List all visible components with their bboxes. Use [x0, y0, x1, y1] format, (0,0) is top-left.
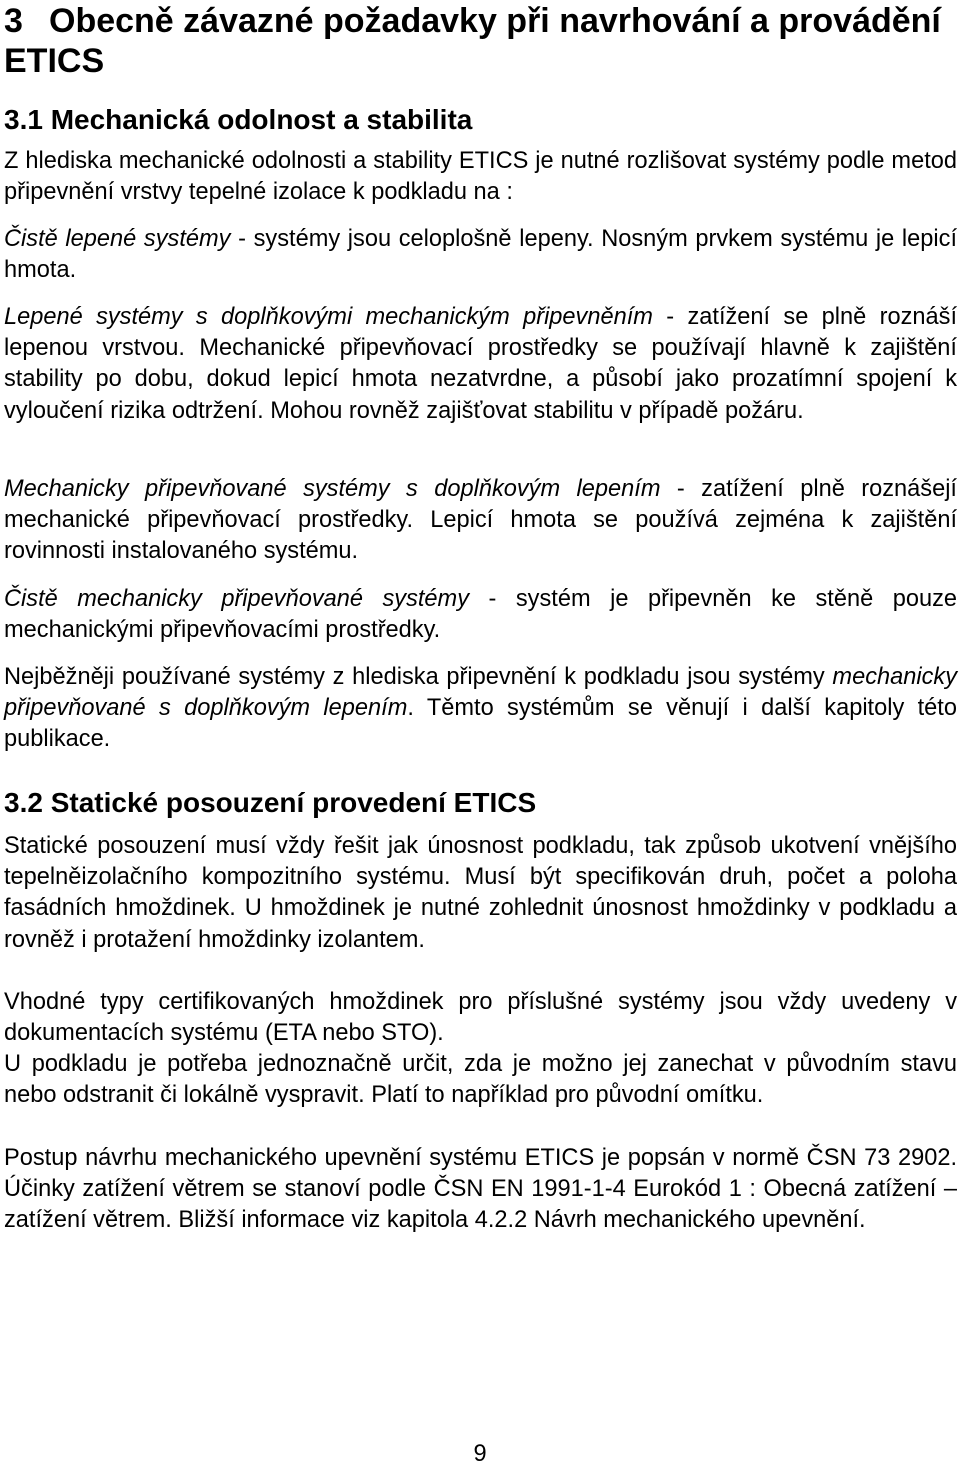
term: Čistě mechanicky připevňované systémy — [4, 586, 470, 612]
chapter-number: 3 — [4, 2, 23, 40]
chapter-title: Obecně závazné požadavky při navrhování a provádění ETICS — [4, 2, 941, 80]
certified-anchors-paragraph: Vhodné typy certifikovaných hmoždinek pro příslušné systémy jsou vždy uvedeny v dokumentacích systému (ETA nebo STO). — [4, 989, 957, 1047]
system-type-glued-with-anchors — [4, 302, 957, 427]
page-number: 9 — [473, 1441, 487, 1467]
term: Mechanicky připevňované systémy s doplňkovým lepením — [4, 476, 661, 502]
section-3-2-heading: 3.2 Statické posouzení provedení ETICS — [4, 787, 537, 818]
most-common-systems-paragraph: Nejběžněji používané systémy z hlediska připevnění k podkladu jsou systémy mechanicky připevňované s doplňkovým lepením. Těmto systémům se věnují i další kapitoly této publikace. — [4, 664, 957, 753]
section-3-1-heading: 3.1 Mechanická odolnost a stabilita — [4, 104, 473, 135]
section-3-1-intro: Z hlediska mechanické odolnosti a stability ETICS je nutné rozlišovat systémy podle metod připevnění vrstvy tepelné izolace k podkladu na : — [4, 148, 957, 206]
system-type-purely-anchored — [4, 584, 957, 646]
term: mechanicky připevňované s doplňkovým lepením — [4, 664, 957, 722]
system-type-purely-glued — [4, 224, 957, 286]
design-procedure-paragraph: Postup návrhu mechanického upevnění systému ETICS je popsán v normě ČSN 73 2902. Účinky zatížení větrem se stanoví podle ČSN EN 1991-1-4 Eurokód 1 : Obecná zatížení – zatížení větrem. Bližší informace viz kapitola 4.2.2 Návrh mechanického upevnění. — [4, 1145, 957, 1234]
term: Čistě lepené systémy — [4, 226, 231, 252]
chapter-heading — [4, 1, 957, 81]
term: Lepené systémy s doplňkovými mechanickým připevněním — [4, 304, 653, 330]
description: - systémy jsou celoplošně lepeny. Nosným prvkem systému je lepicí hmota. — [4, 226, 958, 284]
description: - zatížení se plně roznáší lepenou vrstvou. Mechanické připevňovací prostředky se používají hlavně k zajištění stability po dobu, dokud lepicí hmota nezatvrdne, a působí jako prozatímní spojení k vyloučení rizika odtržení. Mohou rovněž zajišťovat stabilitu v případě požáru. — [4, 304, 957, 424]
description: - systém je připevněn ke stěně pouze mechanickými připevňovacími prostředky. — [4, 586, 957, 644]
substrate-paragraph: U podkladu je potřeba jednoznačně určit, zda je možno jej zanechat v původním stavu nebo odstranit či lokálně vyspravit. Platí to například pro původní omítku. — [4, 1051, 957, 1109]
system-type-anchored-with-glue — [4, 474, 957, 568]
description: - zatížení plně roznášejí mechanické připevňovací prostředky. Lepicí hmota se používá zejména k zajištění rovinnosti instalovaného systému. — [4, 476, 957, 565]
static-assessment-paragraph: Statické posouzení musí vždy řešit jak únosnost podkladu, tak způsob ukotvení vnějšího tepelněizolačního kompozitního systému. Musí být specifikován druh, počet a poloha fasádních hmoždinek. U hmoždinek je nutné zohlednit únosnost hmoždinky v podkladu a rovněž i protažení hmoždinky izolantem. — [4, 833, 957, 953]
